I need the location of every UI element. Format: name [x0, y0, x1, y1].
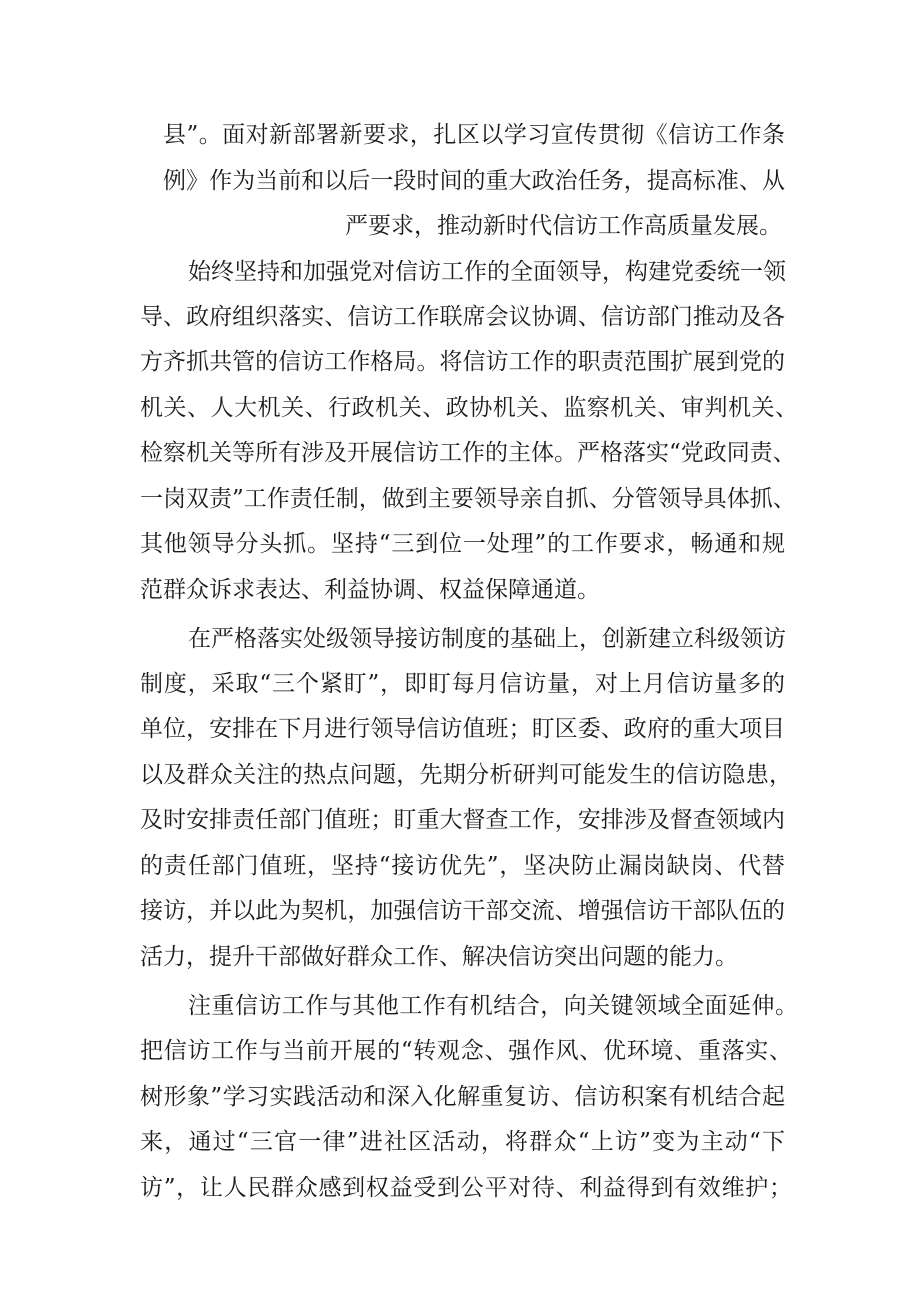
paragraph-2-line: 以及群众关注的热点问题，先期分析研判可能发生的信访隐患，	[140, 762, 792, 788]
paragraph-1-line: 范群众诉求表达、利益协调、权益保障通道。	[140, 577, 600, 603]
intro-line: 例》作为当前和以后一段时间的重大政治任务，提高标准、从	[163, 168, 785, 194]
paragraph-1-line: 其他领导分头抓。坚持“三到位一处理”的工作要求，畅通和规	[140, 531, 785, 557]
paragraph-3-line: 把信访工作与当前开展的“转观念、强作风、优环境、重落实、	[140, 1038, 792, 1064]
paragraph-1-line: 检察机关等所有涉及开展信访工作的主体。严格落实“党政同责、	[140, 440, 796, 466]
paragraph-2-line: 接访，并以此为契机，加强信访干部交流、增强信访干部队伍的	[140, 898, 785, 924]
paragraph-1-line: 机关、人大机关、行政机关、政协机关、监察机关、审判机关、	[140, 395, 798, 421]
paragraph-2-line: 制度，采取“三个紧盯”，即盯每月信访量，对上月信访量多的	[140, 671, 785, 697]
paragraph-2-line: 在严格落实处级领导接访制度的基础上，创新建立科级领访	[188, 626, 786, 652]
intro-line: 县”。面对新部署新要求，扎区以学习宣传贯彻《信访工作条	[163, 122, 785, 148]
paragraph-1-line: 方齐抓共管的信访工作格局。将信访工作的职责范围扩展到党的	[140, 349, 785, 375]
paragraph-1-line: 导、政府组织落实、信访工作联席会议协调、信访部门推动及各	[140, 304, 785, 330]
paragraph-1-line: 始终坚持和加强党对信访工作的全面领导，构建党委统一领	[188, 259, 786, 285]
paragraph-2-line: 及时安排责任部门值班；盯重大督查工作，安排涉及督查领域内	[140, 807, 785, 833]
paragraph-2-line: 活力，提升干部做好群众工作、解决信访突出问题的能力。	[140, 944, 738, 970]
paragraph-3-line: 来，通过“三官一律”进社区活动，将群众“上访”变为主动“下	[140, 1129, 785, 1155]
intro-line: 严要求，推动新时代信访工作高质量发展。	[345, 213, 782, 239]
paragraph-3-line: 注重信访工作与其他工作有机结合，向关键领域全面延伸。	[188, 993, 798, 1019]
paragraph-2-line: 的责任部门值班，坚持“接访优先”，坚决防止漏岗缺岗、代替	[140, 853, 785, 879]
paragraph-3-line: 树形象”学习实践活动和深入化解重复访、信访积案有机结合起	[140, 1084, 785, 1110]
paragraph-2-line: 单位，安排在下月进行领导信访值班；盯区委、政府的重大项目	[140, 716, 785, 742]
paragraph-3-line: 访”，让人民群众感到权益受到公平对待、利益得到有效维护；	[140, 1175, 792, 1201]
paragraph-1-line: 一岗双责”工作责任制，做到主要领导亲自抓、分管领导具体抓、	[140, 486, 796, 512]
